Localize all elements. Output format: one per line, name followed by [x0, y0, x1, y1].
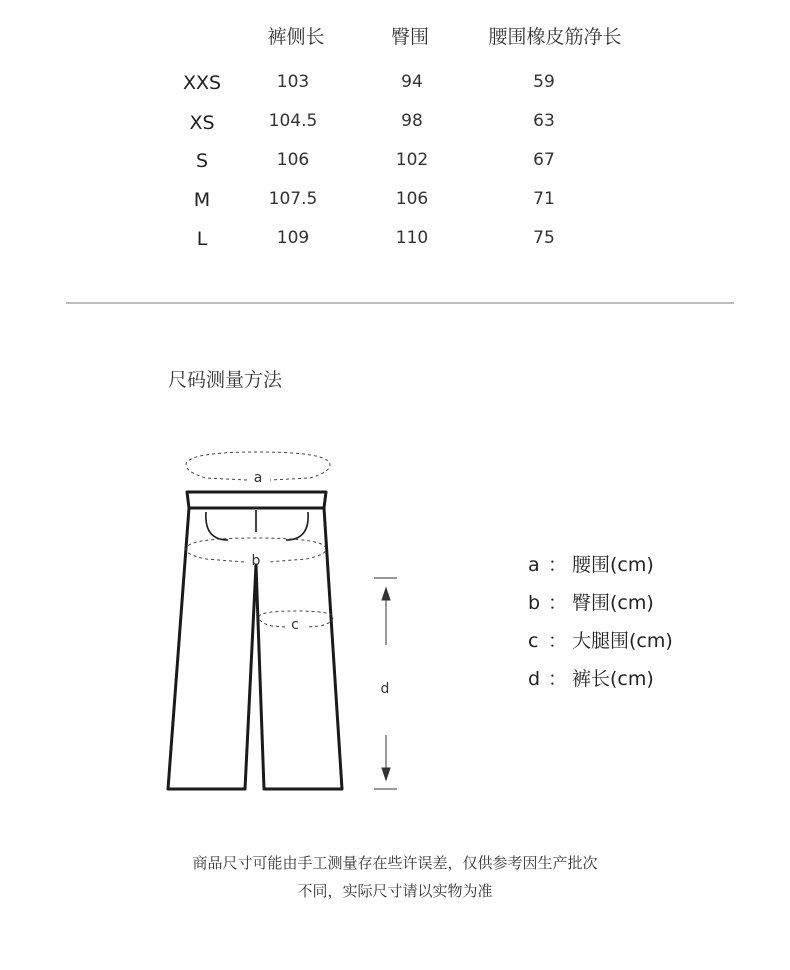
table-cell: 63 [533, 111, 555, 131]
size-label: XXS [182, 72, 222, 94]
legend-colon: ： [548, 554, 568, 576]
legend-label: 腰围(cm) [572, 554, 654, 576]
legend-key: d [528, 668, 541, 690]
table-cell: 106 [276, 150, 310, 170]
legend-colon: ： [548, 592, 568, 614]
table-cell: 109 [276, 228, 310, 248]
legend-key: a [528, 554, 540, 576]
legend-key: c [528, 630, 539, 652]
table-cell: 59 [533, 72, 555, 92]
section-divider [66, 302, 734, 304]
label-b: b [251, 553, 261, 569]
legend-item-length [528, 664, 673, 702]
disclaimer-line-2: 不同，实际尺寸请以实物为准 [297, 882, 493, 900]
table-cell: 75 [533, 228, 555, 248]
legend-item-thigh [528, 626, 673, 664]
right-pocket-icon [286, 512, 308, 540]
table-cell: 104.5 [268, 111, 318, 131]
table-cell: 110 [395, 228, 429, 248]
pants-outline-icon [168, 492, 342, 789]
size-label: M [193, 189, 211, 211]
label-d: d [380, 681, 390, 697]
legend-colon: ： [548, 668, 568, 690]
label-c: c [291, 617, 299, 633]
legend-key: b [528, 592, 541, 614]
left-pocket-icon [206, 512, 228, 540]
legend-label: 裤长(cm) [572, 668, 654, 690]
header-waist-elastic: 腰围橡皮筋净长 [488, 26, 622, 48]
table-cell: 102 [395, 150, 429, 170]
size-label: L [196, 228, 208, 250]
legend-item-hip [528, 588, 673, 626]
table-cell: 107.5 [268, 189, 318, 209]
table-cell: 103 [276, 72, 310, 92]
section-title: 尺码测量方法 [168, 369, 283, 391]
legend-colon: ： [548, 630, 568, 652]
table-cell: 106 [395, 189, 429, 209]
header-side-length: 裤侧长 [267, 26, 325, 48]
legend-label: 大腿围(cm) [572, 630, 673, 652]
disclaimer-line-1: 商品尺寸可能由手工测量存在些许误差，仅供参考因生产批次 [192, 854, 598, 872]
size-label: XS [189, 112, 215, 134]
label-a: a [253, 470, 263, 486]
table-cell: 67 [533, 150, 555, 170]
table-cell: 98 [401, 111, 423, 131]
pants-diagram [160, 440, 440, 810]
measurement-legend [528, 550, 673, 702]
size-table [0, 0, 790, 270]
legend-label: 臀围(cm) [572, 592, 654, 614]
table-cell: 71 [533, 189, 555, 209]
table-cell: 94 [401, 72, 423, 92]
header-hip: 臀围 [390, 26, 430, 48]
legend-item-waist [528, 550, 673, 588]
size-label: S [195, 150, 209, 172]
